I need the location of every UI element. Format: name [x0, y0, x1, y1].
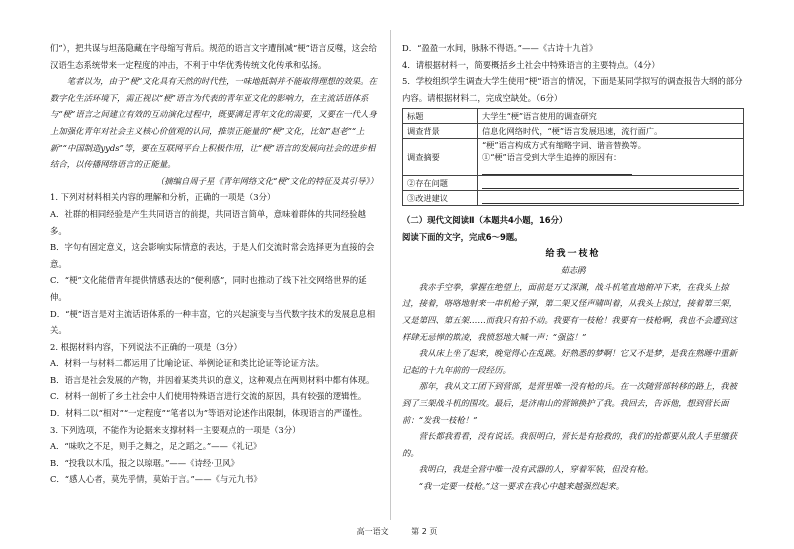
table-row [403, 124, 744, 139]
option-1b: B．字句有固定意义，这会影响实际情意的表达，于是人们交流时常会选择更为直接的会意。 [50, 242, 375, 269]
answer-blank[interactable] [482, 165, 632, 175]
table-label: ②存在问题 [403, 176, 478, 191]
option-1d: D．“梗”语言是对主流话语体系的一种丰富，它的兴起演变与当代数字技术的发展息息相关。 [50, 308, 376, 336]
source-citation: （摘编自周子星《青年网络文化“梗”文化的特征及其引导》） [155, 175, 378, 186]
option-2b: B．语言是社会发展的产物，并因着某类共识的意义，这种观点在两则材料中都有体现。 [50, 374, 375, 385]
option-1a: A．社群的相同经验是产生共同语言的前提，共同语言简单，意味着群体的共同经验越多。 [50, 208, 366, 236]
question-4: 4．请根据材料一，简要概括乡土社会中特殊语言的主要特点。（4分） [402, 59, 660, 70]
option-3c: C．“感人心者，莫先乎情，莫始于言。”——《与元九书》 [50, 474, 262, 485]
answer-blank[interactable] [478, 176, 744, 191]
question-1: 1. 下列对材料相关内容的理解和分析，正确的一项是（3分） [50, 192, 276, 203]
table-label: 标题 [403, 109, 478, 124]
table-label: 调查摘要 [403, 139, 478, 176]
reading-paragraph: 们”），把共谋与坦荡隐藏在字母缩写背后。规范的语言文字遭削减“梗”语言反噬，这会给汉语生态系统带来一定程度的冲击，不利于中华优秀传统文化传承和弘扬。 [50, 43, 377, 70]
footer-page-number: 第 2 页 [411, 527, 438, 536]
story-paragraph: “我一定要一枝枪。”这一要求在我心中越来越强烈起来。 [418, 480, 625, 491]
story-paragraph: 我明白，我是全营中唯一没有武器的人，穿着军装，但没有枪。 [418, 464, 654, 475]
table-row [403, 139, 744, 176]
table-label: ③改进建议 [403, 191, 478, 206]
column-divider [390, 30, 391, 520]
table-label: 调查背景 [403, 124, 478, 139]
story-paragraph: 那年，我从文工团下到营部，是营里唯一没有枪的兵。在一次随营部转移的路上，我被到了三架战斗机的围攻。最后，是济南山的营锦换护了我。我回去，告诉他，想到营长面前：“发我一枝枪！” [402, 381, 738, 425]
table-value [478, 139, 744, 176]
reading-paragraph: 笔者以为，由于“梗”文化具有天然的时代性，一味地抵制并不能取得理想的效果。在数字化生活环境下，需正视以“梗”语言为代表的青年亚文化的影响力，在主流话语体系与“梗”语言之间建立有效的互动演化过程中，既要满足青年文化的需要，又要在一代人身上加强化青年对社会主义核心价值观的认同，推崇正能量的“梗”文化，比如“赵老”“上新”“中国制造yyds”等，要在互联网平台上积极作用，让“梗”语言的发展向社会的进步相结合，以传播网络语言的正能量。 [50, 76, 377, 170]
option-2a: A．材料一与材料二都运用了比喻论证、举例论证和类比论证等论证方法。 [50, 358, 325, 369]
story-paragraph: 我从床上坐了起来，晚觉得心在乱跳。好熟悉的梦啊！它又不是梦，是我在熟睡中重新记起的十九年前的一段经历。 [402, 348, 738, 375]
left-column [50, 40, 378, 488]
answer-blank[interactable] [478, 191, 744, 206]
table-value: 信息化网络时代，“梗”语言发展迅速，流行面广。 [478, 124, 744, 139]
section-instruction: 阅读下面的文字，完成6～9题。 [402, 231, 523, 242]
table-value: 大学生“梗”语言使用的调查研究 [478, 109, 744, 124]
option-1c: C．“梗”文化能借青年提供情感表达的“便利感”，同时也推动了线下社交网络世界的延伸。 [50, 275, 367, 302]
footer-subject: 高一语文 [356, 527, 389, 536]
option-3d: D．“盈盈一水间，脉脉不得语。”——《古诗十九首》 [402, 43, 598, 53]
section-heading: （二）现代文阅读Ⅱ（本题共4小题，16分） [402, 215, 568, 226]
story-title: 给我一枝枪 [545, 248, 601, 259]
story-paragraph: 我赤手空拳，掌握在绝望上，面前是万丈深渊，战斗机笔直地俯冲下来，在我头上掠过，接着，咯咯地射来一串机枪子弹，第二架又怪声啸叫着，从我头上掠过，接着第三架，又是第四、第五架……而我只有拍不动。我要有一枝枪！我要有一枝枪啊，我也不会遭到这样肆无忌惮的欺凌，我愤怒地大喊一声：“强盗！” [402, 281, 737, 342]
table-row [403, 191, 744, 206]
story-author: 茹志鹃 [560, 265, 586, 276]
option-3b: B．“投我以木瓜，报之以琼琚。”——《诗经·卫风》 [50, 457, 240, 468]
question-2: 2. 根据材料内容，下列说法不正确的一项是（3分） [50, 341, 242, 352]
story-paragraph: 营长都我看看，没有说话。我很明白，营长是有抢救的，我们的抢都要从敌人手里缴获的。 [402, 431, 738, 458]
summary-line-2 [482, 151, 739, 175]
page-footer [0, 526, 794, 537]
summary-line-1: “梗”语言构成方式有缩略字词、谐音替换等。 [482, 140, 646, 151]
table-row [403, 109, 744, 124]
question-5: 5．学校组织学生调查大学生使用“梗”语言的情况，下面是某同学拟写的调查报告大纲的部分内容。请根据材料二，完成空缺处。（6分） [402, 76, 743, 103]
summary-prompt: ①“梗”语言受到大学生追捧的原因有： [482, 152, 622, 163]
question-3: 3. 下列选项，不能作为论据来支撑材料一主要观点的一项是（3分） [50, 424, 301, 435]
right-column [402, 40, 744, 494]
option-2d: D．材料二以“相对”“一定程度”“笔者以为”等语对论述作出限制，体现语言的严谨性。 [50, 408, 368, 419]
table-row [403, 176, 744, 191]
option-2c: C．材料一剖析了乡土社会中人们使用特殊语言进行交流的原因，具有较强的逻辑性。 [50, 391, 367, 402]
option-3a: A．“味吹之不足，则手之舞之，足之蹈之。”——《礼记》 [50, 441, 262, 452]
survey-outline-table [402, 108, 744, 206]
